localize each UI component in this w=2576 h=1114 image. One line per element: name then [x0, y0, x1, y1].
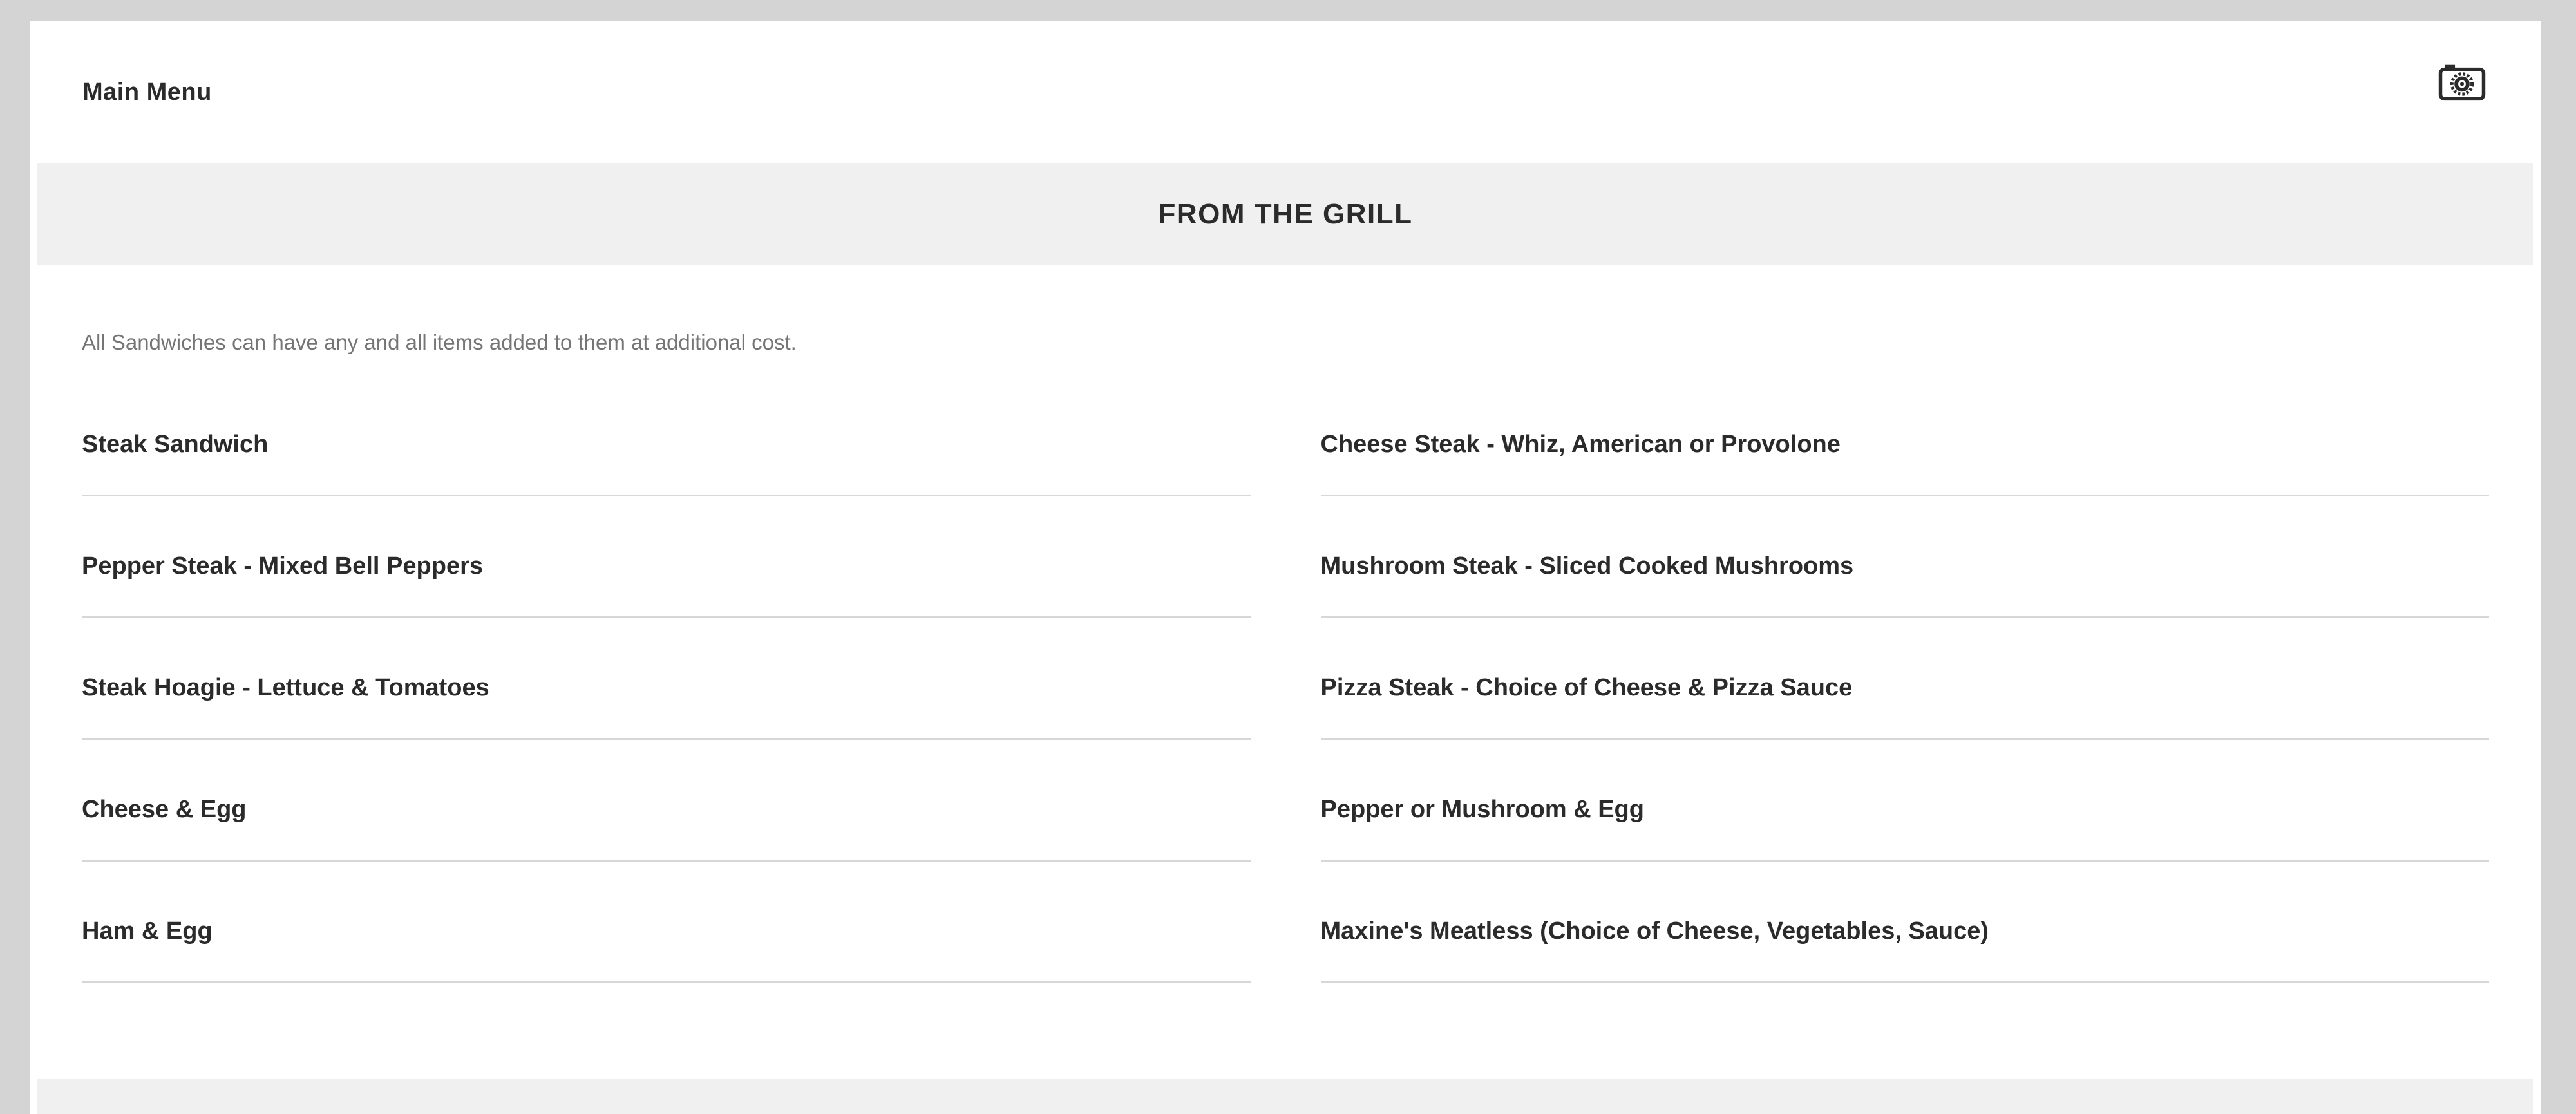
next-section-band	[37, 1079, 2533, 1114]
menu-item	[1321, 862, 2490, 983]
menu-item	[82, 618, 1251, 740]
menu-item	[82, 740, 1251, 862]
menu-item-name: Pepper or Mushroom & Egg	[1320, 796, 1644, 823]
menu-page-card	[30, 21, 2541, 1114]
menu-header	[37, 21, 2533, 163]
menu-item-name: Pepper Steak - Mixed Bell Peppers	[82, 552, 484, 580]
camera-button[interactable]	[2434, 55, 2490, 108]
menu-item-name: Maxine's Meatless (Choice of Cheese, Vegetables, Sauce)	[1320, 918, 1989, 945]
section-heading: FROM THE GRILL	[1158, 198, 1413, 230]
menu-item	[82, 862, 1251, 983]
menu-item-name: Cheese & Egg	[82, 796, 247, 823]
menu-item-name: Steak Sandwich	[82, 431, 269, 458]
menu-item	[82, 375, 1251, 496]
menu-item-name: Cheese Steak - Whiz, American or Provolone	[1320, 431, 1841, 458]
menu-item	[82, 496, 1251, 618]
page-title: Main Menu	[82, 78, 212, 106]
menu-item-name: Pizza Steak - Choice of Cheese & Pizza Sauce	[1320, 674, 1853, 701]
menu-item	[1321, 740, 2490, 862]
section-note: All Sandwiches can have any and all items added to them at additional cost.	[82, 330, 797, 354]
menu-item-name: Mushroom Steak - Sliced Cooked Mushrooms	[1320, 552, 1854, 580]
menu-item	[1321, 496, 2490, 618]
menu-item	[1321, 618, 2490, 740]
camera-icon	[2434, 55, 2490, 108]
menu-item-name: Ham & Egg	[82, 918, 213, 945]
section-header-band	[37, 163, 2533, 265]
menu-item	[1321, 375, 2490, 496]
menu-items-grid	[82, 375, 2489, 983]
section-content	[37, 328, 2533, 983]
menu-item-name: Steak Hoagie - Lettuce & Tomatoes	[82, 674, 489, 701]
